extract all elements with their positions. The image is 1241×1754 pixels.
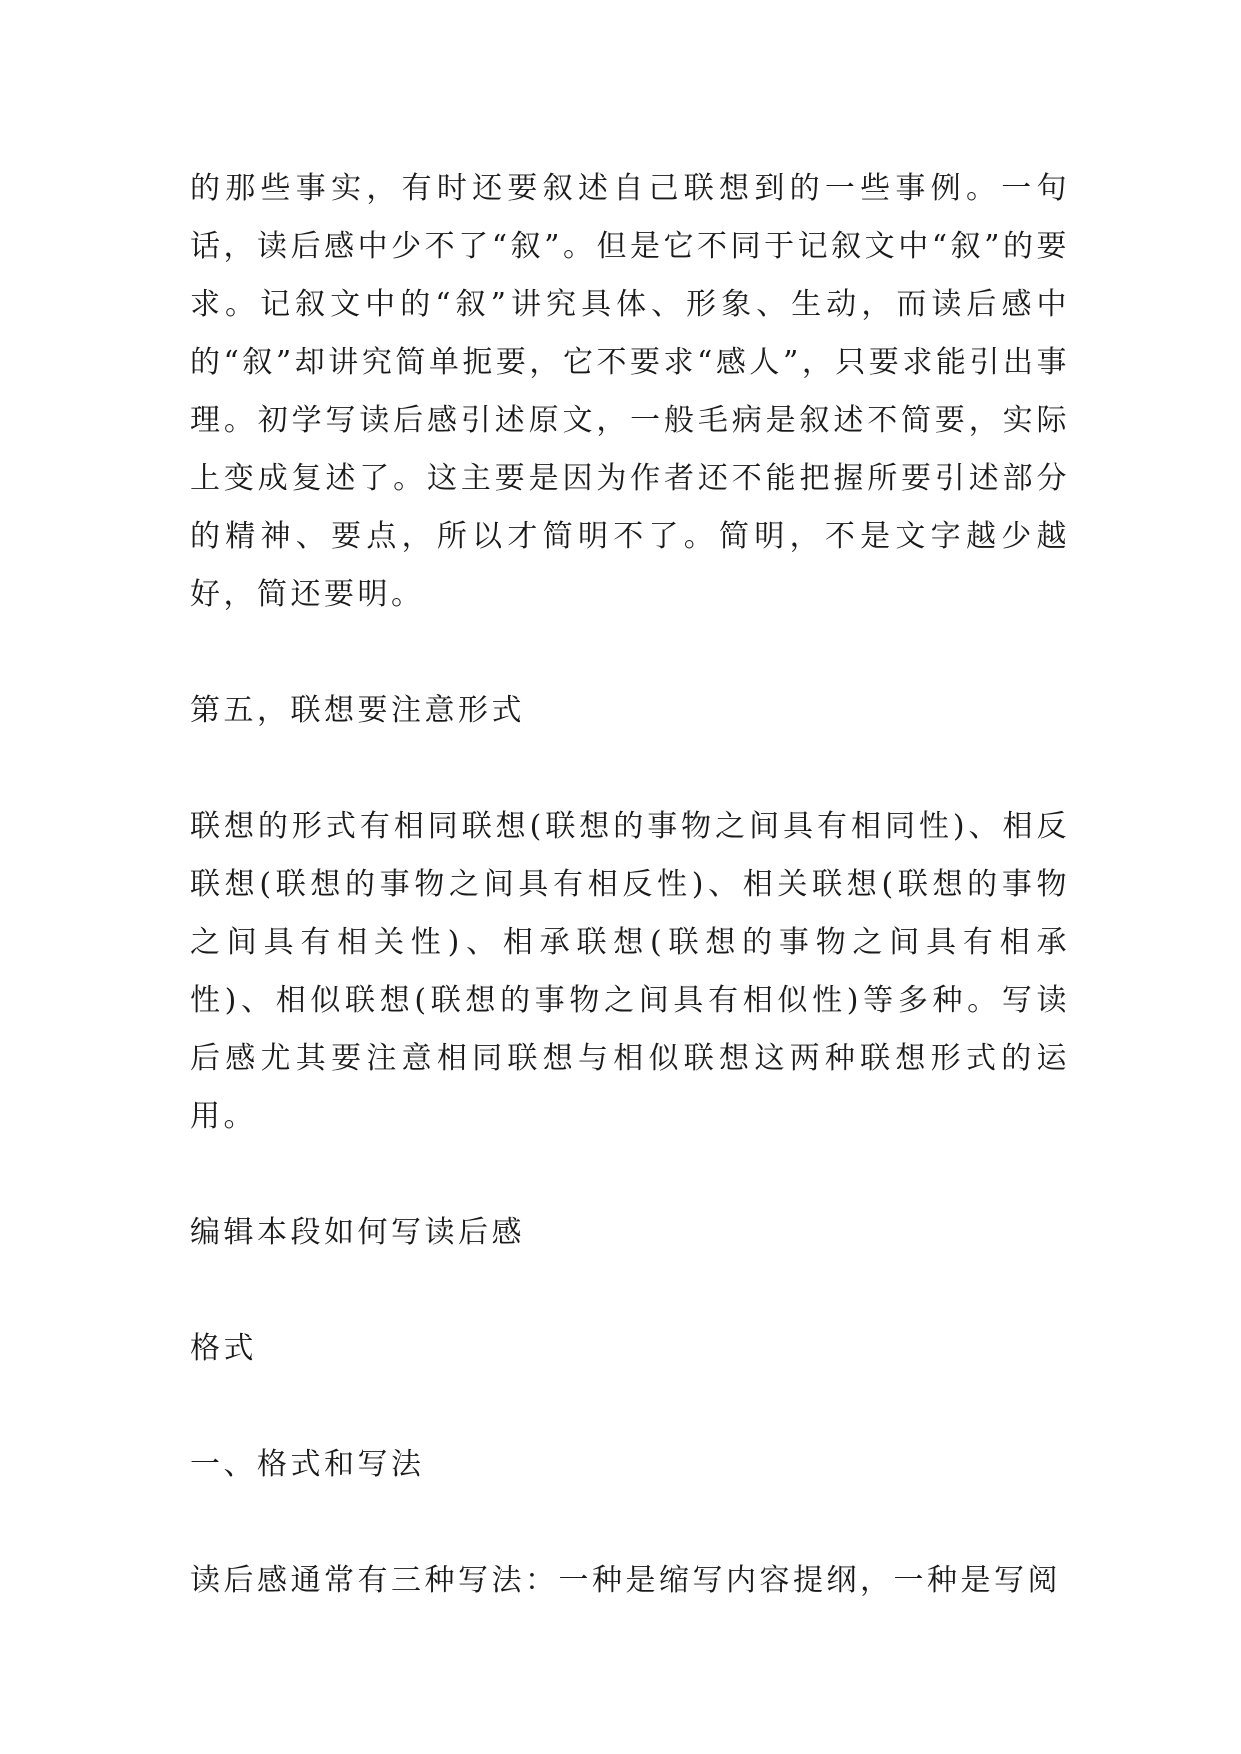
paragraph-narration: 的那些事实，有时还要叙述自己联想到的一些事例。一句话，读后感中少不了“叙”。但是它不同于记叙文中“叙”的要求。记叙文中的“叙”讲究具体、形象、生动，而读后感中的“叙”却讲究简单扼要，它不要求“感人”，只要求能引出事理。初学写读后感引述原文，一般毛病是叙述不简要，实际上变成复述了。这主要是因为作者还不能把握所要引述部分的精神、要点，所以才简明不了。简明，不是文字越少越好，简还要明。 <box>190 171 1070 612</box>
paragraph-three-methods: 读后感通常有三种写法：一种是缩写内容提纲，一种是写阅 <box>190 1563 1061 1598</box>
heading-edit-section: 编辑本段如何写读后感 <box>190 1215 525 1250</box>
document-body <box>190 160 1070 1668</box>
paragraph-association-forms: 联想的形式有相同联想(联想的事物之间具有相同性)、相反联想(联想的事物之间具有相反性)、相关联想(联想的事物之间具有相关性)、相承联想(联想的事物之间具有相承性)、相似联想(联想的事物之间具有相似性)等多种。写读后感尤其要注意相同联想与相似联想这两种联想形式的运用。 <box>190 809 1070 1134</box>
heading-format-and-method: 一、格式和写法 <box>190 1447 425 1482</box>
heading-format: 格式 <box>190 1331 257 1366</box>
heading-fifth-point: 第五，联想要注意形式 <box>190 693 525 728</box>
